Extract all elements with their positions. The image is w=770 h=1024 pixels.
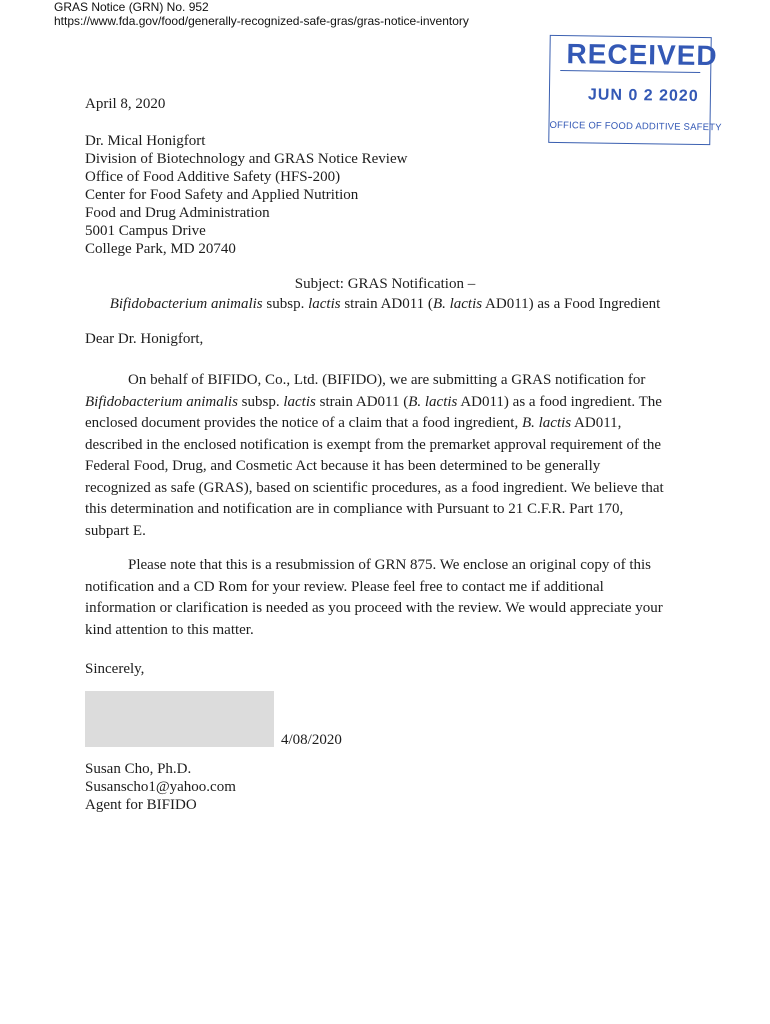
- body-paragraph-1: [85, 370, 664, 542]
- paragraph-line: kind attention to this matter.: [85, 621, 254, 638]
- signer-name: Susan Cho, Ph.D.: [85, 761, 192, 777]
- paragraph-line: information or clarification is needed as you proceed with the review. We would appreciate your: [85, 600, 663, 616]
- subject-line-1: Subject: GRAS Notification –: [294, 276, 476, 292]
- received-stamp: [548, 35, 722, 145]
- signer-block: [85, 760, 236, 814]
- grn-notice-label: GRAS Notice (GRN) No. 952: [54, 0, 209, 14]
- subject-species: Bifidobacterium animalis: [109, 296, 263, 312]
- paragraph-line: subpart E.: [85, 522, 146, 539]
- signer-email: Susanscho1@yahoo.com: [85, 779, 236, 795]
- address-line: College Park, MD 20740: [85, 241, 236, 257]
- paragraph-line: described in the enclosed notification is exempt from the premarket approval requirement of the: [85, 436, 662, 453]
- body-paragraph-2: [85, 555, 663, 641]
- stamp-date: JUN 0 2 2020: [587, 86, 699, 105]
- paragraph-line: recognized as safe (GRAS), based on scientific procedures, as a food ingredient. We believe that: [85, 479, 664, 496]
- address-line: Food and Drug Administration: [85, 205, 270, 221]
- paragraph-line: notification and a CD Rom for your review. Please feel free to contact me if additional: [85, 578, 604, 595]
- redacted-signature: [85, 691, 274, 747]
- letter-date: April 8, 2020: [85, 96, 166, 112]
- paragraph-line: Federal Food, Drug, and Cosmetic Act because it has been determined to be generally: [85, 458, 601, 474]
- signer-title: Agent for BIFIDO: [85, 797, 197, 813]
- paragraph-line: On behalf of BIFIDO, Co., Ltd. (BIFIDO), we are submitting a GRAS notification for: [128, 372, 646, 388]
- address-line: 5001 Campus Drive: [85, 223, 206, 239]
- address-line: Office of Food Additive Safety (HFS-200): [85, 169, 341, 185]
- closing: Sincerely,: [85, 661, 145, 677]
- subject-subspecies: lactis: [308, 296, 341, 312]
- page-header: [54, 0, 469, 28]
- source-url: https://www.fda.gov/food/generally-recognized-safe-gras/gras-notice-inventory: [54, 14, 469, 28]
- paragraph-line: Please note that this is a resubmission of GRN 875. We enclose an original copy of this: [128, 557, 652, 573]
- address-line: Dr. Mical Honigfort: [85, 133, 206, 149]
- paragraph-line: enclosed document provides the notice of a claim that a food ingredient, B. lactis AD011,: [85, 415, 622, 431]
- stamp-title: RECEIVED: [566, 38, 718, 72]
- signature-date: 4/08/2020: [281, 732, 342, 748]
- address-line: Division of Biotechnology and GRAS Notice Review: [85, 151, 408, 167]
- recipient-address: [85, 132, 407, 258]
- paragraph-line: this determination and notification are in compliance with Pursuant to 21 C.F.R. Part 170,: [85, 501, 624, 517]
- paragraph-line: Bifidobacterium animalis subsp. lactis strain AD011 (B. lactis AD011) as a food ingredient. The: [85, 393, 662, 410]
- subject-line-2: Bifidobacterium animalis subsp. lactis strain AD011 (B. lactis AD011) as a Food Ingredient: [109, 296, 661, 312]
- stamp-office: OFFICE OF FOOD ADDITIVE SAFETY: [549, 119, 722, 134]
- salutation: Dear Dr. Honigfort,: [85, 331, 204, 347]
- address-line: Center for Food Safety and Applied Nutrition: [85, 187, 359, 203]
- subject-short-name: B. lactis: [432, 296, 483, 312]
